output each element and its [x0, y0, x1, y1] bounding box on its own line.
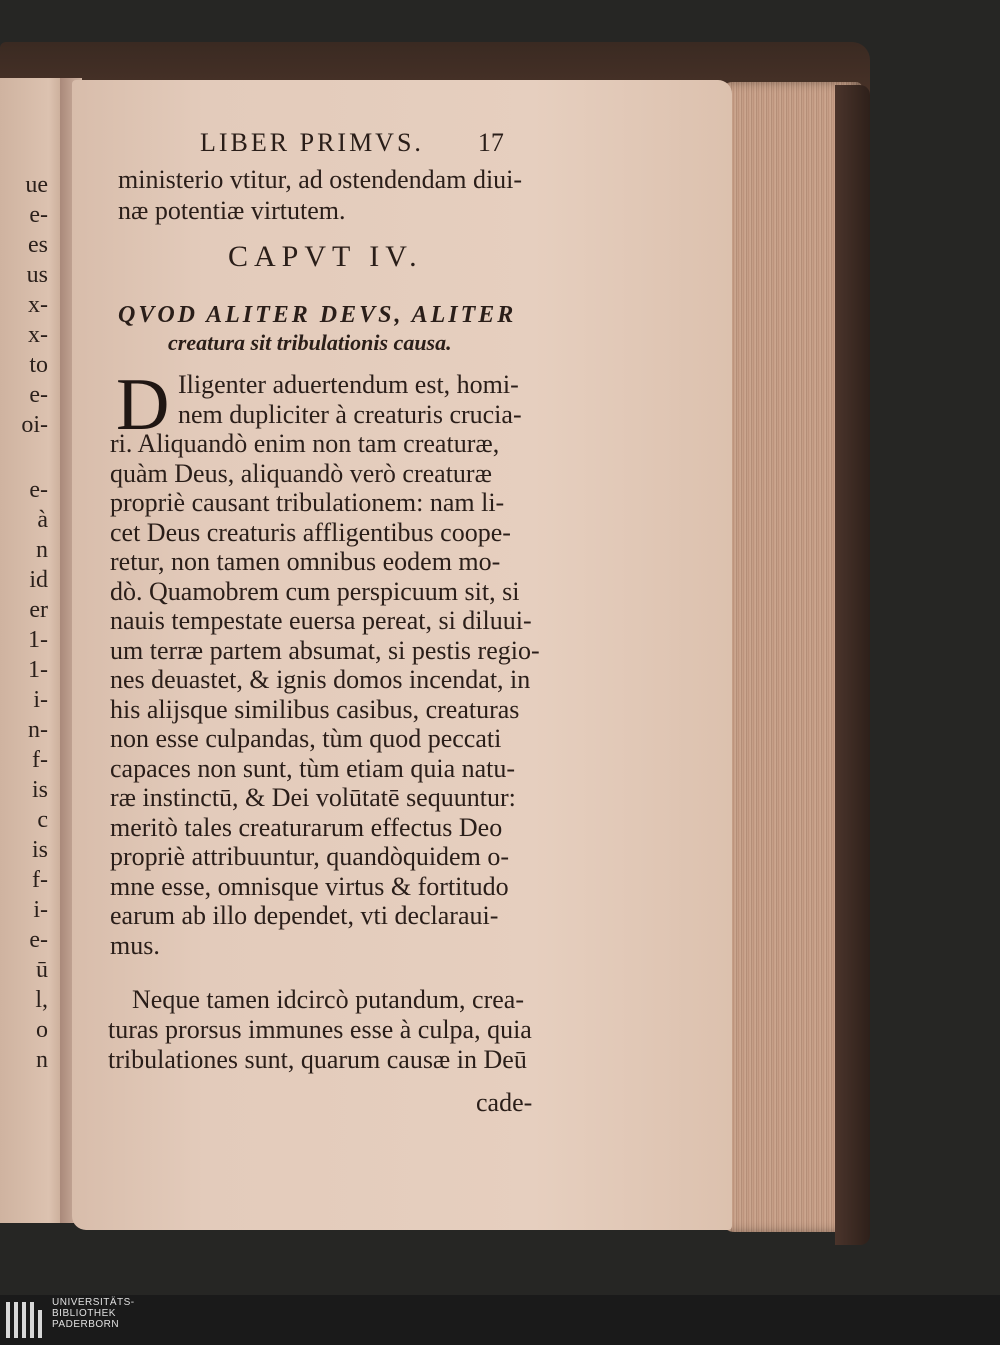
body-line: earum ab illo dependet, vti declaraui- — [110, 901, 499, 930]
left-page-fragment: n — [36, 1048, 48, 1072]
rubric-line: QVOD ALITER DEVS, ALITER — [118, 302, 517, 328]
left-page-fragment: f- — [32, 868, 48, 892]
library-line: BIBLIOTHEK — [52, 1308, 116, 1319]
left-page-fragment: c — [37, 808, 48, 832]
footer-bar — [0, 1295, 1000, 1345]
left-page-fragment: i- — [33, 688, 48, 712]
body-line: nauis tempestate euersa pereat, si diluui- — [110, 606, 532, 635]
body-line: retur, non tamen omnibus eodem mo- — [110, 547, 501, 576]
body-line: ri. Aliquandò enim non tam creaturæ, — [110, 429, 500, 458]
catchword: cade- — [476, 1088, 533, 1117]
body-line: Iligenter aduertendum est, homi- — [178, 370, 519, 399]
body-line: non esse culpandas, tùm quod peccati — [110, 724, 502, 753]
body-line: dò. Quamobrem cum perspicuum sit, si — [110, 576, 520, 606]
body-line: mus. — [110, 930, 160, 960]
left-page-fragment: e- — [29, 203, 48, 227]
body-line: meritò tales creaturarum effectus Deo — [110, 812, 503, 842]
body-line: cet Deus creaturis affligentibus coope- — [110, 517, 511, 547]
running-header — [200, 128, 504, 158]
library-line: UNIVERSITÄTS- — [52, 1297, 135, 1308]
text-line: ministerio vtitur, ad ostendendam diui- — [118, 165, 523, 194]
header-title: LIBER PRIMVS. — [200, 128, 424, 157]
body-line: Neque tamen idcircò putandum, crea- — [132, 985, 524, 1014]
rubric-line: creatura sit tribulationis causa. — [168, 330, 452, 355]
body-line: propriè attribuuntur, quandòquidem o- — [110, 842, 509, 871]
left-page-fragment: es — [28, 233, 48, 257]
chapter-heading: CAPVT IV. — [228, 240, 423, 273]
book-cover-right — [835, 85, 870, 1245]
left-page-fragment: ue — [25, 173, 48, 197]
page-number: 17 — [477, 128, 504, 157]
left-page-fragment: e- — [29, 383, 48, 407]
left-page-fragment: is — [31, 838, 48, 862]
body-line: propriè causant tribulationem: nam li- — [110, 488, 505, 517]
body-line: tribulationes sunt, quarum causæ in Deū — [108, 1045, 527, 1074]
body-line: nem dupliciter à creaturis crucia- — [178, 399, 522, 429]
body-line: mne esse, omnisque virtus & fortitudo — [110, 871, 509, 901]
library-name — [52, 1297, 135, 1330]
left-page-fragment: n- — [28, 718, 48, 742]
left-page-fragment: ū — [36, 958, 48, 982]
body-line: ræ instinctū, & Dei volūtatē sequuntur: — [110, 783, 516, 812]
body-line: nes deuastet, & ignis domos incendat, in — [110, 665, 531, 694]
library-logo-icon — [6, 1302, 46, 1338]
drop-cap: D — [116, 364, 170, 446]
left-page-fragment: 1- — [28, 628, 48, 652]
left-page-fragment: f- — [32, 748, 48, 772]
left-page-fragment: x- — [28, 323, 48, 347]
left-page-fragment: o — [36, 1018, 48, 1042]
left-page-fragment: l, — [35, 988, 48, 1012]
left-page-fragment: i- — [33, 898, 48, 922]
body-line: capaces non sunt, tùm etiam quia natu- — [110, 753, 516, 783]
body-line: quàm Deus, aliquandò verò creaturæ — [110, 458, 492, 488]
left-page-fragment: is — [31, 778, 48, 802]
left-page-fragment: e- — [29, 478, 48, 502]
body-line: um terræ partem absumat, si pestis regio- — [110, 635, 540, 665]
body-line: his alijsque similibus casibus, creaturas — [110, 694, 520, 724]
left-page-fragment: id — [29, 568, 48, 592]
left-page-fragment: 1- — [28, 658, 48, 682]
library-line: PADERBORN — [52, 1319, 120, 1330]
left-page-fragment: à — [37, 508, 48, 532]
left-page-fragment: oi- — [21, 413, 48, 437]
left-page-fragment: us — [26, 263, 48, 287]
body-line: turas prorsus immunes esse à culpa, quia — [108, 1015, 532, 1044]
left-page-fragment: x- — [28, 293, 48, 317]
left-page-fragment: e- — [29, 928, 48, 952]
left-page-fragment: n — [36, 538, 48, 562]
left-page-fragment: to — [29, 353, 48, 377]
text-line: næ potentiæ virtutem. — [118, 196, 346, 225]
left-page-fragment: er — [29, 598, 48, 622]
